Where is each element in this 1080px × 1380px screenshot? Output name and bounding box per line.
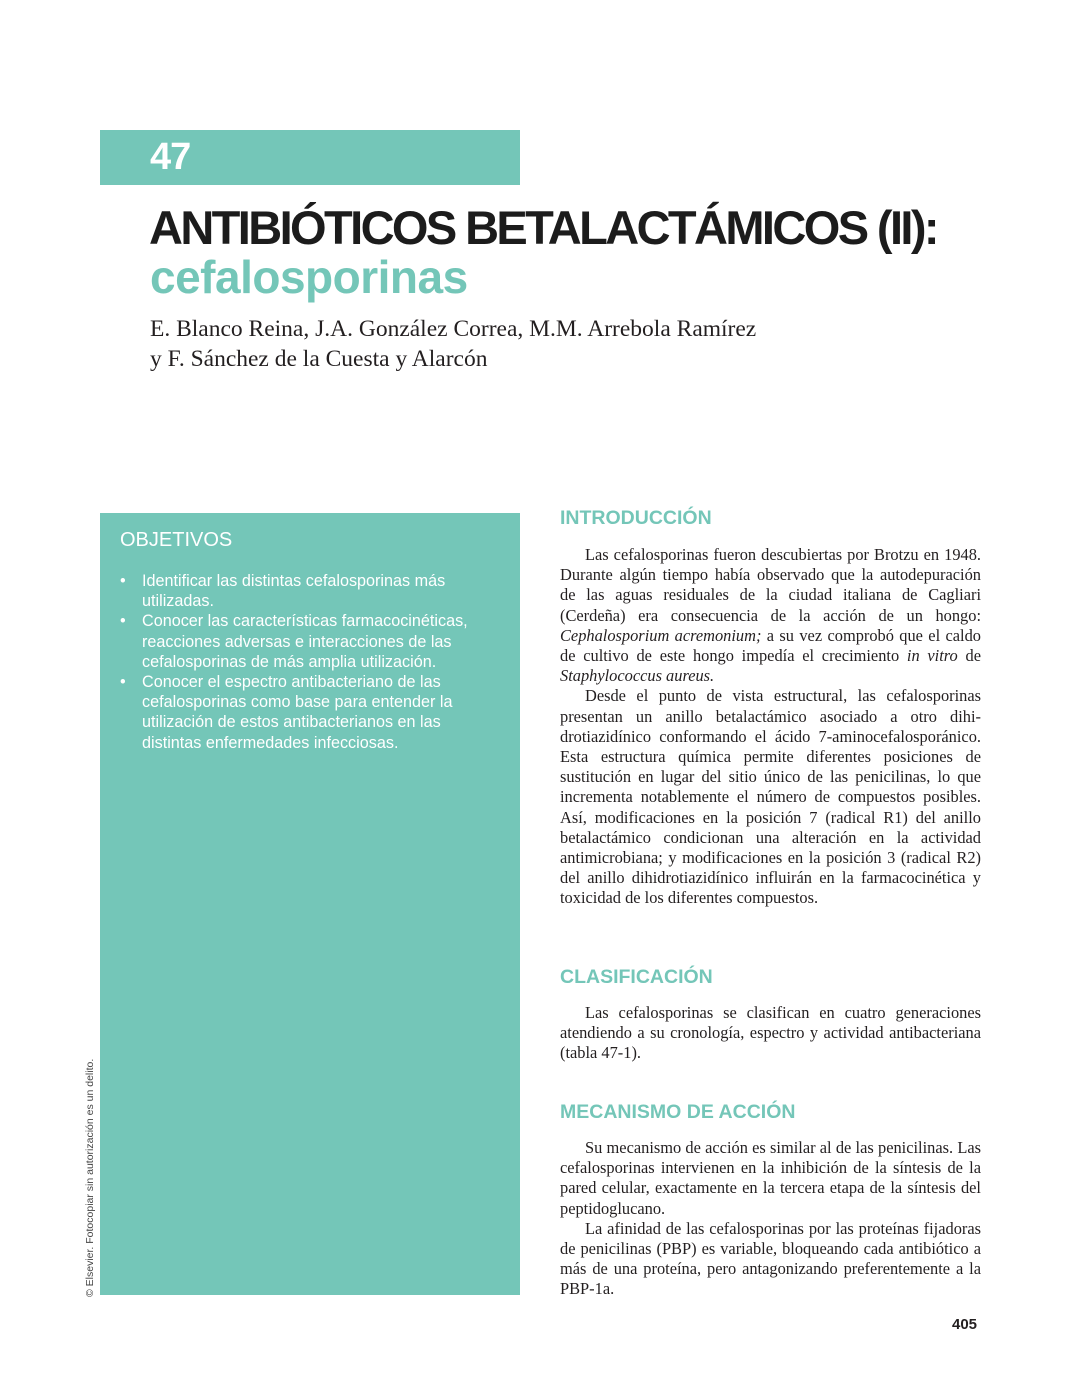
authors-line-1: E. Blanco Reina, J.A. González Correa, M.M. Arrebola Ramírez <box>150 316 757 342</box>
section-heading-introduccion: INTRODUCCIÓN <box>560 507 712 529</box>
chapter-number-band <box>100 130 520 185</box>
paragraph: Las cefalosporinas fueron descubiertas por Brotzu en 1948. Durante algún tiempo había observado que la autodepuración de las aguas residuales de la ciudad italiana de Cagliari (Cerdeña) era consecuencia de la acción de un hongo: Cephalosporium acremonium; a su vez comprobó que el caldo de cultivo de este hongo impedía el crecimiento in vitro de Staphylococcus aureus. <box>560 545 981 686</box>
objectives-box <box>100 513 520 1295</box>
section-heading-mecanismo: MECANISMO DE ACCIÓN <box>560 1101 796 1123</box>
bullet-icon: • <box>120 673 126 692</box>
paragraph: Las cefalosporinas se clasifican en cuatro generaciones atendiendo a su cronología, espectro y actividad antibacteriana (tabla 47-1). <box>560 1003 981 1063</box>
authors-line-2: y F. Sánchez de la Cuesta y Alarcón <box>150 346 488 372</box>
section-body-introduccion <box>560 545 981 909</box>
objectives-list <box>120 571 500 753</box>
copyright-note: © Elsevier. Fotocopiar sin autorización es un delito. <box>84 1058 96 1297</box>
bullet-icon: • <box>120 612 126 631</box>
paragraph: Desde el punto de vista estructural, las cefalosporinas presentan un anillo betalactámico asociado a otro dihidrotiazidínico conformando el ácido 7-aminocefalosporánico. Esta estructura química permite diferentes posiciones de sustitución en lugar del sitio único de las penicilinas, lo que incrementa notablemente el número de compuestos posibles. Así, modificaciones en la posición 7 (radical R1) del anillo betalactámico condicionan una alteración en la actividad antimicrobiana; y modificaciones en la posición 3 (radical R2) del anillo dihidrotiazidínico influirán en la farmacocinética y toxicidad de los diferentes compuestos. <box>560 686 981 908</box>
objective-item: • Conocer las características farmacocinéticas, reacciones adversas e interacciones de las cefalosporinas de más amplia utilización. <box>120 612 468 671</box>
paragraph: La afinidad de las cefalosporinas por las proteínas fijadoras de penicilinas (PBP) es variable, bloqueando cada antibiótico a más de una proteína, pero antagonizando preferentemente a la PBP-1a. <box>560 1218 981 1299</box>
paragraph: Su mecanismo de acción es similar al de las penicilinas. Las cefalosporinas intervienen en la inhibición de la síntesis de la pared celular, exactamente en la tercera etapa de la síntesis del peptidoglucano. <box>560 1138 981 1218</box>
authors <box>150 314 850 374</box>
objective-item: • Identificar las distintas cefalosporinas más utilizadas. <box>120 572 446 611</box>
objective-item: • Conocer el espectro antibacteriano de las cefalosporinas como base para entender la utilización de estos antibacterianos en las distintas enfermedades infecciosas. <box>120 673 453 752</box>
section-body-clasificacion <box>560 1003 981 1064</box>
chapter-number: 47 <box>150 136 191 178</box>
page-number: 405 <box>952 1316 978 1333</box>
section-heading-clasificacion: CLASIFICACIÓN <box>560 966 713 988</box>
section-body-mecanismo <box>560 1138 981 1300</box>
chapter-subtitle: cefalosporinas <box>150 251 468 303</box>
objectives-heading: OBJETIVOS <box>120 529 233 551</box>
bullet-icon: • <box>120 572 126 590</box>
chapter-title: ANTIBIÓTICOS BETALACTÁMICOS (II): <box>149 201 937 254</box>
